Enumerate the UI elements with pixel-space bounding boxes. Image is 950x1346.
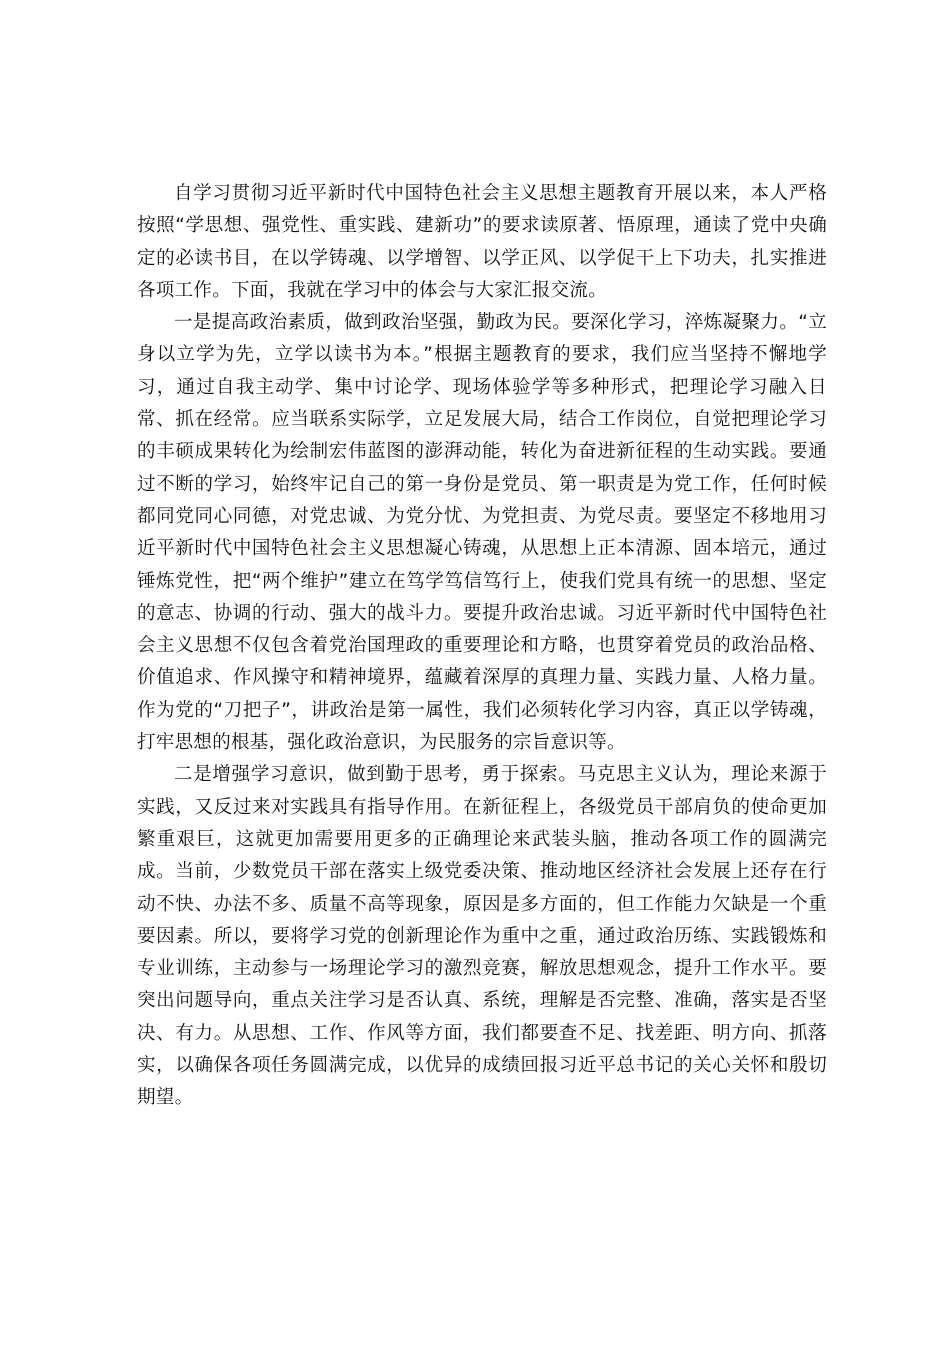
paragraph-intro: 自学习贯彻习近平新时代中国特色社会主义思想主题教育开展以来，本人严格按照“学思想、强党性、重实践、建新功”的要求读原著、悟原理，通读了党中央确定的必读书目，在以学铸魂、以学增智、以学正风、以学促干上下功夫，扎实推进各项工作。下面，我就在学习中的体会与大家汇报交流。 <box>137 183 827 301</box>
paragraph-learning-awareness: 二是增强学习意识，做到勤于思考，勇于探索。马克思主义认为，理论来源于实践，又反过来对实践具有指导作用。在新征程上，各级党员干部肩负的使命更加繁重艰巨，这就更加需要用更多的正确理论来武装头脑，推动各项工作的圆满完成。当前，少数党员干部在落实上级党委决策、推动地区经济社会发展上还存在行动不快、办法不多、质量不高等现象，原因是多方面的，但工作能力欠缺是一个重要因素。所以，要将学习党的创新理论作为重中之重，通过政治历练、实践锻炼和专业训练，主动参与一场理论学习的激烈竞赛，解放思想观念，提升工作水平。要突出问题导向，重点关注学习是否认真、系统，理解是否完整、准确，落实是否坚决、有力。从思想、工作、作风等方面，我们都要查不足、找差距、明方向、抓落实，以确保各项任务圆满完成，以优异的成绩回报习近平总书记的关心关怀和殷切期望。 <box>137 764 827 1109</box>
document-body <box>137 178 827 1115</box>
paragraph-political-quality: 一是提高政治素质，做到政治坚强，勤政为民。要深化学习，淬炼凝聚力。“立身以立学为先，立学以读书为本。”根据主题教育的要求，我们应当坚持不懈地学习，通过自我主动学、集中讨论学、现场体验学等多种形式，把理论学习融入日常、抓在经常。应当联系实际学，立足发展大局，结合工作岗位，自觉把理论学习的丰硕成果转化为绘制宏伟蓝图的澎湃动能，转化为奋进新征程的生动实践。要通过不断的学习，始终牢记自己的第一身份是党员、第一职责是为党工作，任何时候都同党同心同德，对党忠诚、为党分忧、为党担责、为党尽责。要坚定不移地用习近平新时代中国特色社会主义思想凝心铸魂，从思想上正本清源、固本培元，通过锤炼党性，把“两个维护”建立在笃学笃信笃行上，使我们党具有统一的思想、坚定的意志、协调的行动、强大的战斗力。要提升政治忠诚。习近平新时代中国特色社会主义思想不仅包含着党治国理政的重要理论和方略，也贯穿着党员的政治品格、价值追求、作风操守和精神境界，蕴藏着深厚的真理力量、实践力量、人格力量。作为党的“刀把子”，讲政治是第一属性，我们必须转化学习内容，真正以学铸魂，打牢思想的根基，强化政治意识，为民服务的宗旨意识等。 <box>137 312 827 754</box>
